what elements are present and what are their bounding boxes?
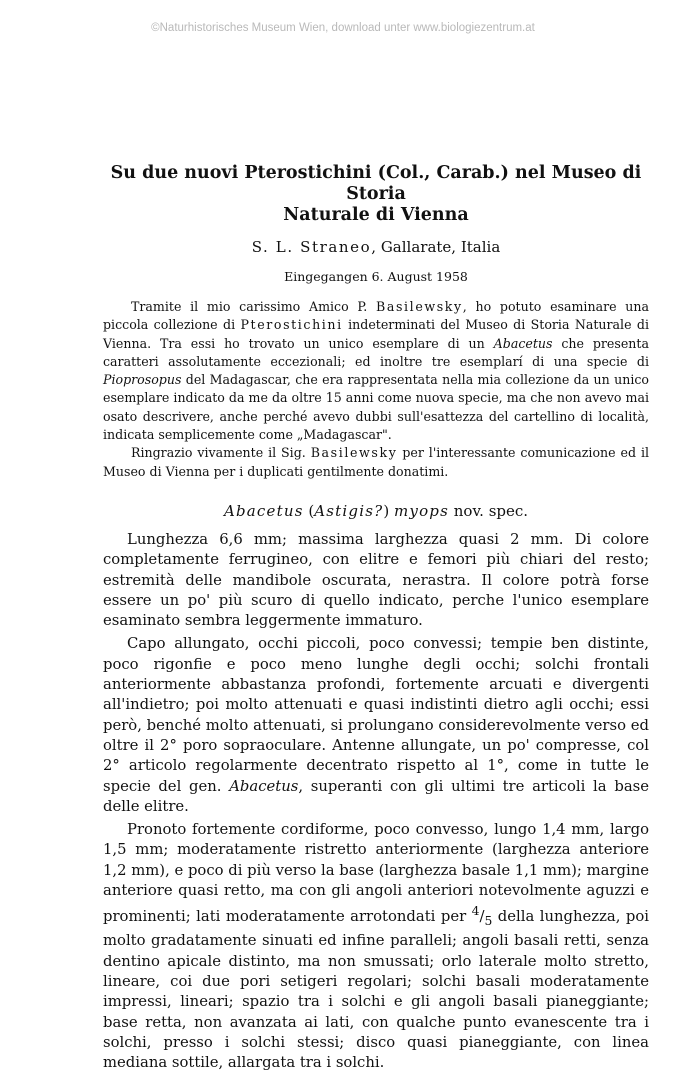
fraction-denominator: 5	[484, 914, 493, 929]
author-affiliation: , Gallarate, Italia	[371, 238, 501, 256]
genus-name: Abacetus	[493, 335, 553, 351]
subgenus-name: Astigis?	[314, 501, 384, 520]
text-run: Capo allungato, occhi piccoli, poco convessi; tempie ben distinte, poco rigonfie e poco meno lunghe degli occhi; solchi frontali anteriormente abbastanza profondi, fortemente arcuati e divergenti all'indietro; poi molto attenuati e quasi indistinti dietro agli occhi; essi però, benché molto attenuati, si prolungano considerevolmente verso ed oltre il 2° poro sopraoculare. Antenne allungate, un po' compresse, col 2° articolo regolarmente decentrato rispetto al 1°, come in tutte le specie del gen.	[103, 635, 649, 795]
person-name: Basilewsky	[310, 445, 398, 461]
text-run: nov. spec.	[449, 501, 529, 520]
text-run: che presenta caratteri assolutamente eccezionali; ed inoltre tre esemplarí di una specie di	[103, 335, 649, 369]
text-run: (	[303, 501, 315, 520]
person-name: Basilewsky	[376, 299, 463, 314]
text-run: indeterminati del Museo di Storia Naturale di Vienna. Tra essi ho trovato un unico esemplare di un	[103, 317, 649, 351]
genus-name: Abacetus	[223, 501, 304, 520]
text-run: per l'interessante comunicazione ed il Museo di Vienna per i duplicati gentilmente donatimi.	[103, 445, 650, 479]
body-paragraph-3	[103, 820, 649, 1073]
description	[103, 530, 649, 1074]
received-date: Eingegangen 6. August 1958	[284, 269, 468, 284]
fraction-separator: /	[479, 908, 485, 926]
article-title	[103, 163, 649, 226]
author-name: S. L. Straneo	[251, 238, 372, 256]
title-line-2: Naturale di Vienna	[283, 205, 469, 225]
genus-name: Pioprosopus	[103, 372, 182, 388]
text-run: , superanti con gli ultimi tre articoli la base delle elitre.	[103, 777, 649, 815]
text-run: , ho potuto esaminare una piccola collezione di	[103, 299, 649, 333]
abstract-paragraph-2	[103, 444, 649, 481]
text-run: Ringrazio vivamente il Sig.	[131, 445, 311, 461]
text-run: del Madagascar, che era rappresentata nella mia collezione da un unico esemplare indicato da me da oltre 15 anni come nuova specie, ma che non avevo mai osato descrivere, anche perché avevo dubbi sull'esattezza del cartellino di località, indicata semplicemente come „Madagascar".	[103, 372, 649, 443]
title-line-1: Su due nuovi Pterostichini (Col., Carab.) nel Museo di Storia	[110, 163, 642, 204]
fraction-numerator: 4	[471, 904, 480, 919]
species-heading	[103, 502, 649, 520]
watermark: ©Naturhistorisches Museum Wien, download unter www.biologiezentrum.at	[151, 22, 535, 34]
species-epithet: myops	[393, 501, 449, 520]
taxon-name: Pterostichini	[240, 317, 343, 333]
text-run: Pronoto fortemente cordiforme, poco convesso, lungo 1,4 mm, largo 1,5 mm; moderatamente ristretto anteriormente (larghezza anteriore 1,2 mm), e poco di più verso la base (larghezza basale 1,1 mm); margine anteriore quasi retto, ma con gli angoli anteriori notevolmente aguzzi e prominenti; lati moderatamente arrotondati per	[103, 821, 649, 926]
body-paragraph-1: Lunghezza 6,6 mm; massima larghezza quasi 2 mm. Di colore completamente ferrugineo, con elitre e femori più chiari del resto; estremità delle mandibole oscurata, nerastra. Il colore potrà forse essere un po' più scuro di quello indicato, perche l'unico esemplare esaminato sembra leggermente immaturo.	[103, 530, 649, 630]
abstract	[103, 298, 649, 481]
text-run: )	[383, 501, 394, 520]
author-line	[103, 238, 649, 256]
text-run: della lunghezza, poi molto gradatamente sinuati ed infine paralleli; angoli basali retti, senza dentino apicale distinto, ma non smussati; orlo laterale molto stretto, lineare, coi due pori setigeri regolari; solchi basali moderatamente impressi, lineari; spazio tra i solchi e gli angoli basali pianeggiante; base retta, non avanzata ai lati, con qualche punto evanescente tra i solchi, presso i solchi stessi; disco quasi pianeggiante, con linea mediana sottile, allargata tra i solchi.	[103, 908, 649, 1072]
body-paragraph-2	[103, 634, 649, 817]
genus-name: Abacetus	[229, 777, 299, 795]
article	[103, 163, 649, 1077]
abstract-paragraph-1	[103, 298, 649, 444]
text-run: Tramite il mio carissimo Amico P.	[131, 299, 377, 314]
